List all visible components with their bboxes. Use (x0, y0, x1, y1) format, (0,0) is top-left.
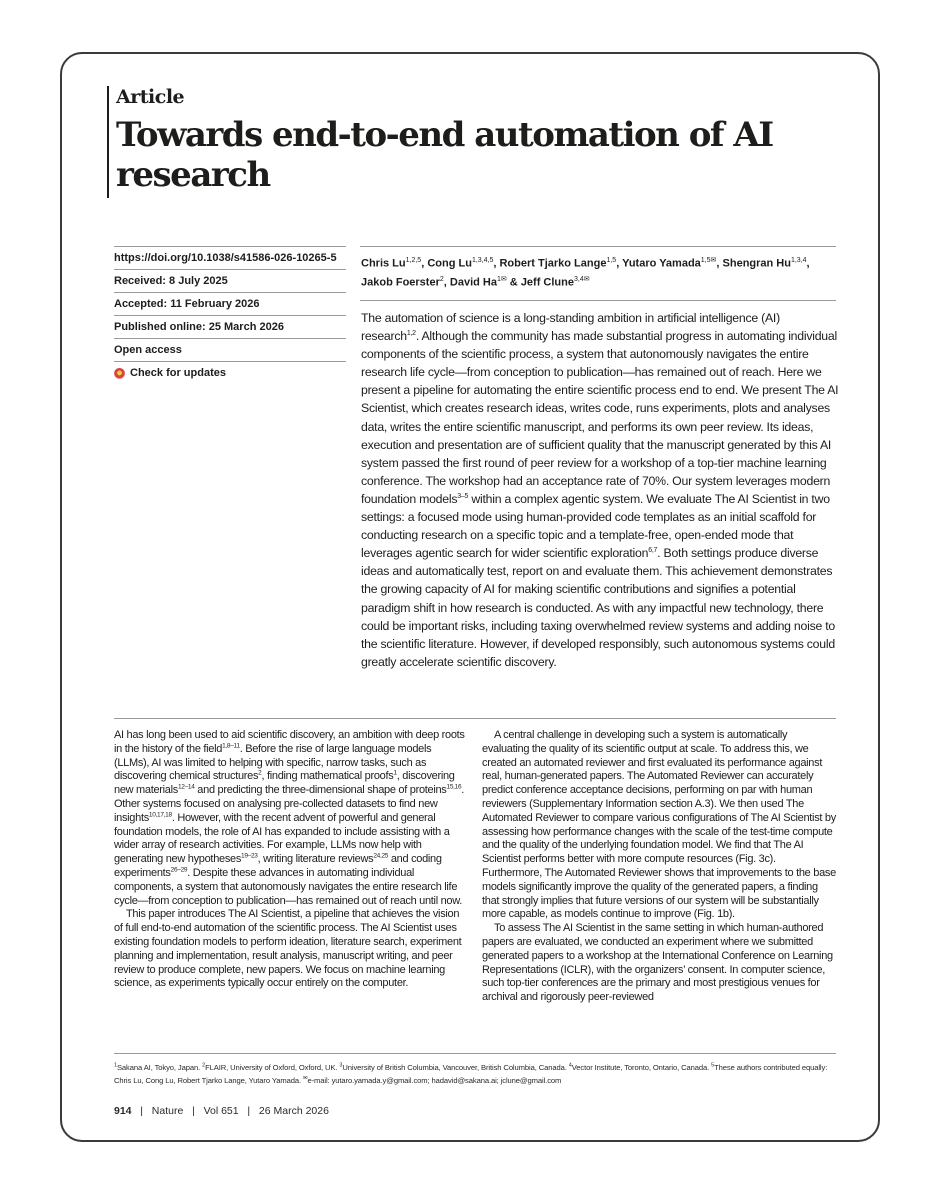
text-run: and coding experiments (114, 853, 442, 879)
volume-label: Vol 651 (203, 1105, 239, 1117)
accepted-date: Accepted: 11 February 2026 (114, 293, 346, 316)
article-title: Towards end-to-end automation of AI research (116, 115, 773, 195)
text-run: Sakana AI, Tokyo, Japan. (116, 1063, 203, 1072)
author-list (361, 253, 837, 290)
author-affiliation-marker: 1,2,5 (405, 257, 422, 264)
text-run: A central challenge in developing such a system is automatically evaluating the quality of its scientific output at scale. To address this, we created an automated reviewer and first evaluated its performance against real, human-generated papers. The Automated Reviewer can accurately predict conference acceptance decisions, performing on par with human reviewers (Supplementary Information section A.3). We then used The Automated Reviewer to compare various configurations of The AI Scientist by assessing how performance changes with the scale of the test-time compute and the quality of the underlying foundation model. We find that The AI Scientist performs better with more compute resources (Fig. 3c). Furthermore, The Automated Reviewer shows that improvements to the base models significantly improve the quality of the generated papers, a finding that strongly implies that future versions of our system will be substantially more capable, as models continue to improve (Fig. 1b). (482, 729, 836, 921)
open-access-label: Open access (114, 339, 346, 362)
text-run: This paper introduces The AI Scientist, a pipeline that achieves the vision of full end-to-end automation of the scientific process. The AI Scientist uses existing foundation models to perform ideation, literature search, experiment planning and implementation, result analysis, manuscript writing, and peer review to produce complete, new papers. We focus on machine learning science, as experiments typically occur entirely on the computer. (114, 908, 462, 990)
text-run: To assess The AI Scientist in the same setting in which human-authored papers are evaluated, we conducted an experiment where we submitted generated papers to a workshop at the International Conference on Learning Representations (ICLR), with the organizers’ consent. In computer science, such top-tier conferences are the primary and most prestigious venues for archival and rigorously peer-reviewed (482, 922, 833, 1004)
author-affiliation-marker: 3,4✉ (574, 275, 590, 283)
text-run: and predicting the three-dimensional shape of proteins (194, 784, 447, 797)
body-paragraph (482, 729, 836, 922)
citation-superscript: 15,16 (446, 783, 462, 791)
article-type-rule (107, 86, 109, 198)
abstract (361, 309, 839, 671)
footer-separator: | (247, 1105, 251, 1117)
text-run: , writing literature reviews (257, 853, 374, 866)
citation-superscript: 2 (202, 1062, 206, 1069)
author-separator: , (806, 257, 810, 270)
text-run: within a complex agentic system. We evaluate The AI Scientist in two settings: a focused mode using human-provided code templates as an initial scaffold for conducting research on a specific topic and a template-free, open-ended mode that leverages agentic search for wider scientific exploration (361, 491, 830, 561)
author-name[interactable]: Chris Lu (361, 257, 406, 270)
abstract-divider (360, 300, 836, 301)
citation-superscript: 19–23 (241, 852, 258, 860)
text-run: These authors contributed equally: Chris Lu, Cong Lu, Robert Tjarko Lange, Yutaro Yamada. (114, 1063, 828, 1085)
text-run: . Before the rise of large language models (LLMs), AI was limited to helping with specific, narrow tasks, such as discovering chemical structures (114, 742, 432, 783)
citation-superscript: 12–14 (177, 783, 195, 791)
author-name[interactable]: Jakob Foerster (361, 276, 440, 289)
authors-divider (360, 246, 836, 247)
citation-superscript: 2 (258, 769, 262, 777)
author-affiliation-marker: 2 (439, 275, 444, 283)
published-date: Published online: 25 March 2026 (114, 316, 346, 339)
article-metadata (114, 246, 346, 384)
article-type-label: Article (116, 86, 185, 108)
citation-superscript: 6,7 (648, 547, 658, 555)
author-affiliation-marker: 1,3,4,5 (471, 257, 494, 264)
body-paragraph (114, 908, 468, 991)
text-run: , finding mathematical proofs (261, 770, 394, 783)
citation-superscript: 24,25 (373, 852, 389, 860)
author-affiliation-marker: 1,5✉ (700, 257, 717, 264)
journal-name: Nature (151, 1105, 184, 1117)
author-separator: , (443, 276, 450, 289)
text-run: . Other systems focused on analysing pre-collected datasets to find new insights (114, 784, 465, 824)
text-run: University of British Columbia, Vancouver, British Columbia, Canada. (342, 1063, 569, 1072)
body-column-right (482, 729, 836, 1005)
author-separator: , (421, 257, 428, 270)
body-paragraph (482, 922, 836, 1005)
citation-superscript: 1 (393, 769, 397, 777)
check-for-updates-label: Check for updates (130, 367, 226, 379)
citation-superscript: 5 (711, 1062, 715, 1069)
text-run: . Both settings produce diverse ideas and automatically test, report on and evaluate them. This achievement demonstrates the growing capacity of AI for making scientific contributions and signifies a potential paradigm shift in how research is conducted. As with any impactful new technology, there could be important risks, including taxing overwhelmed review systems and adding noise to the scientific literature. However, if developed responsibly, such autonomous systems could greatly accelerate scientific discovery. (361, 546, 835, 669)
issue-date: 26 March 2026 (258, 1105, 329, 1117)
text-run: . Despite these advances in automating individual components, a system that autonomously navigates the entire research life cycle—from conception to publication—has remained out of reach until now. (114, 866, 463, 907)
author-name[interactable]: Robert Tjarko Lange (499, 257, 607, 270)
text-run: AI has long been used to aid scientific discovery, an ambition with deep roots in the history of the field (114, 729, 465, 755)
author-separator: & (506, 276, 521, 289)
body-column-left (114, 729, 468, 991)
text-run: The automation of science is a long-standing ambition in artificial intelligence (AI) research (361, 311, 780, 344)
citation-superscript: 1 (114, 1062, 117, 1069)
affiliations-footnote (114, 1061, 836, 1087)
author-affiliation-marker: 1,5 (606, 257, 617, 264)
text-run: FLAIR, University of Oxford, Oxford, UK. (205, 1063, 340, 1072)
author-name[interactable]: Shengran Hu (722, 257, 791, 270)
citation-superscript: 4 (568, 1062, 572, 1069)
citation-superscript: ✉ (302, 1075, 308, 1082)
text-run: Vector Institute, Toronto, Ontario, Canada. (571, 1063, 712, 1072)
received-date: Received: 8 July 2025 (114, 270, 346, 293)
text-run: . Although the community has made substantial progress in automating individual components of the scientific process, a system that autonomously navigates the entire research life cycle—from conception to publication—has remained out of reach. Here we present a pipeline for automating the entire scientific process end to end. We present The AI Scientist, which creates research ideas, writes code, runs experiments, plots and analyses data, writes the entire scientific manuscript, and performs its own peer review. Its ideas, execution and presentation are of sufficient quality that the manuscript generated by this AI system passed the first round of peer review for a workshop of a top-tier machine learning conference. The workshop had an acceptance rate of 70%. Our system leverages modern foundation models (361, 329, 839, 506)
citation-superscript: 3 (339, 1062, 343, 1069)
author-name[interactable]: Yutaro Yamada (622, 257, 701, 270)
text-run: , discovering new materials (114, 770, 455, 797)
page-footer (114, 1105, 329, 1117)
body-divider (114, 718, 836, 719)
citation-superscript: 1,8–11 (222, 742, 240, 750)
citation-superscript: 26–29 (170, 866, 188, 874)
citation-superscript: 1,2 (406, 330, 416, 337)
author-separator: , (493, 257, 500, 270)
citation-superscript: 3–5 (457, 492, 469, 500)
footnote-divider (114, 1053, 836, 1054)
text-run: e-mail: yutaro.yamada.y@gmail.com; hadavid@sakana.ai; jclune@gmail.com (307, 1076, 562, 1085)
author-separator: , (716, 257, 723, 270)
check-for-updates-icon (114, 368, 125, 379)
author-affiliation-marker: 1✉ (496, 275, 507, 283)
footer-separator: | (192, 1105, 195, 1117)
body-paragraph (114, 729, 468, 908)
page-number: 914 (114, 1105, 132, 1117)
author-name[interactable]: David Ha (449, 276, 497, 289)
text-run: . However, with the recent advent of powerful and general foundation models, the role of AI has expanded to include assisting with a wider array of research activities. For example, LLMs now help with generating new hypotheses (114, 811, 450, 866)
author-separator: , (616, 257, 623, 270)
author-affiliation-marker: 1,3,4 (790, 257, 807, 264)
citation-superscript: 10,17,18 (148, 811, 172, 819)
author-name[interactable]: Jeff Clune (520, 276, 574, 289)
footer-separator: | (140, 1105, 144, 1117)
doi-link[interactable]: https://doi.org/10.1038/s41586-026-10265-5 (114, 246, 346, 270)
check-for-updates-link[interactable] (114, 362, 346, 384)
author-name[interactable]: Cong Lu (427, 257, 472, 270)
